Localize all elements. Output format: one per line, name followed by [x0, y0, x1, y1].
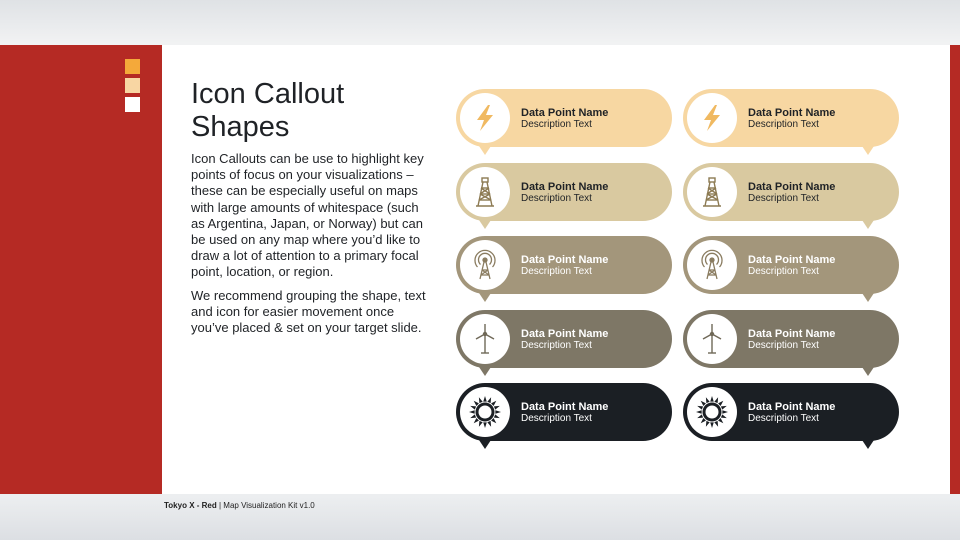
footer-brand: Tokyo X - Red: [164, 501, 217, 510]
description-text: Description Text: [748, 119, 819, 130]
callout-pointer: [862, 146, 874, 155]
color-swatch-white: [125, 97, 140, 112]
description-text: Description Text: [748, 340, 819, 351]
data-point-name: Data Point Name: [521, 181, 609, 193]
description-text: Description Text: [748, 266, 819, 277]
description-paragraph-1: Icon Callouts can be use to highlight key points of focus on your visualizations – these can be especially useful on maps with large amounts of whitespace (such as Argentina, Japan, or Norway) but can be used on any map where you’d like to draw a lot of attention to a primary focal point, location, or region.: [191, 151, 424, 280]
icon-callout-left: [456, 89, 674, 159]
data-point-name: Data Point Name: [521, 254, 609, 266]
callout-pointer: [862, 220, 874, 229]
callout-pointer: [479, 293, 491, 302]
slide-title: Icon Callout Shapes: [191, 78, 345, 143]
icon-callout-right: [683, 310, 901, 380]
slide-footer: [164, 501, 315, 510]
icon-callout-right: [683, 89, 901, 159]
data-point-name: Data Point Name: [521, 328, 609, 340]
data-point-name: Data Point Name: [521, 107, 609, 119]
icon-callout-left: [456, 163, 674, 233]
icon-callout-right: [683, 236, 901, 306]
callout-pointer: [479, 440, 491, 449]
icon-callout-left: [456, 383, 674, 453]
color-swatch-orange: [125, 59, 140, 74]
data-point-name: Data Point Name: [748, 254, 836, 266]
callout-pointer: [479, 220, 491, 229]
oil-derrick-icon: [687, 167, 737, 217]
description-text: Description Text: [521, 119, 592, 130]
radio-tower-icon: [460, 240, 510, 290]
callout-pointer: [862, 293, 874, 302]
data-point-name: Data Point Name: [748, 328, 836, 340]
lightning-bolt-icon: [687, 93, 737, 143]
description-text: Description Text: [748, 193, 819, 204]
data-point-name: Data Point Name: [748, 107, 836, 119]
sun-icon: [460, 387, 510, 437]
radio-tower-icon: [687, 240, 737, 290]
description-text: Description Text: [521, 266, 592, 277]
callout-pointer: [862, 440, 874, 449]
description-paragraph-2: We recommend grouping the shape, text and icon for easier movement once you’ve placed & set on your target slide.: [191, 288, 426, 336]
wind-turbine-icon: [687, 314, 737, 364]
footer-separator: |: [216, 501, 224, 510]
footer-kit: Map Visualization Kit v1.0: [223, 501, 315, 510]
callout-pointer: [862, 367, 874, 376]
data-point-name: Data Point Name: [748, 181, 836, 193]
callout-pointer: [479, 146, 491, 155]
data-point-name: Data Point Name: [521, 401, 609, 413]
oil-derrick-icon: [460, 167, 510, 217]
description-text: Description Text: [748, 413, 819, 424]
data-point-name: Data Point Name: [748, 401, 836, 413]
color-swatch-light-orange: [125, 78, 140, 93]
callout-pointer: [479, 367, 491, 376]
lightning-bolt-icon: [460, 93, 510, 143]
wind-turbine-icon: [460, 314, 510, 364]
sun-icon: [687, 387, 737, 437]
description-text: Description Text: [521, 340, 592, 351]
icon-callout-left: [456, 236, 674, 306]
description-text: Description Text: [521, 413, 592, 424]
icon-callout-right: [683, 163, 901, 233]
icon-callout-right: [683, 383, 901, 453]
icon-callout-left: [456, 310, 674, 380]
description-text: Description Text: [521, 193, 592, 204]
